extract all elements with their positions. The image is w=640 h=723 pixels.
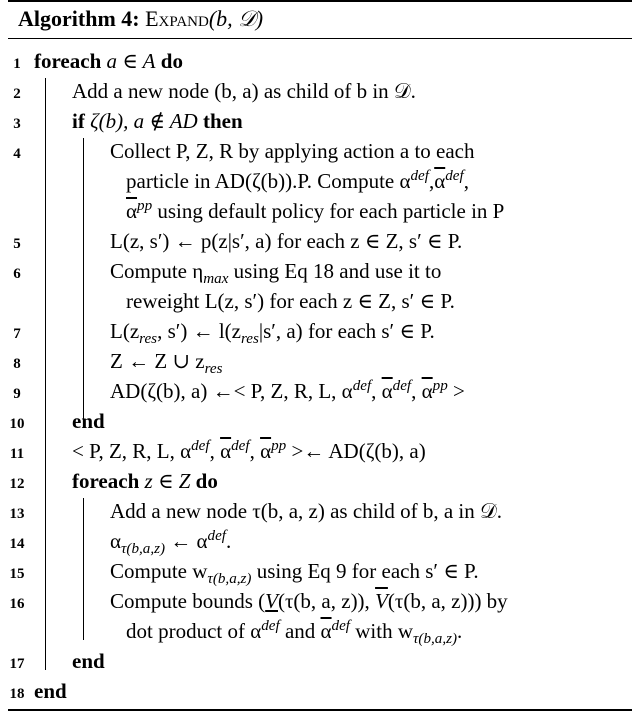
line-number: 5 <box>13 236 21 252</box>
line-12: foreach z ∈ Z do <box>72 469 218 493</box>
bottom-rule <box>8 709 632 711</box>
line-8: Z ← Z ∪ $z_{res}$ <box>110 349 223 378</box>
algorithm-title <box>18 6 263 32</box>
line-6b: reweight L(z, s′) for each z ∈ Z, s′ ∈ P. <box>126 289 455 313</box>
line-number: 15 <box>9 566 25 582</box>
line-number: 18 <box>9 686 25 702</box>
line-number: 14 <box>9 536 25 552</box>
line-number: 11 <box>9 446 25 462</box>
line-3: if ζ(b), a ∉ AD then <box>72 109 243 133</box>
indent-bar <box>83 498 84 640</box>
indent-bar <box>83 138 84 428</box>
line-15: Compute $w_{\tau(b,a,z)}$ using Eq 9 for each s′ ∈ P. <box>110 559 479 588</box>
top-rule <box>8 0 632 2</box>
line-number: 3 <box>13 116 21 132</box>
line-17: end <box>72 649 105 673</box>
line-number: 7 <box>13 326 21 342</box>
line-1: foreach a ∈ A do <box>34 49 183 73</box>
line-9: AD(ζ(b), a) ←< P, Z, R, L, $\alpha^{def}$, $\overline{\alpha}^{def}$, $\overline{\alpha}^{pp}$ > <box>110 378 465 403</box>
line-number: 16 <box>9 596 25 612</box>
line-10: end <box>72 409 105 433</box>
line-number: 1 <box>13 56 21 72</box>
title-rule <box>8 38 632 39</box>
algorithm-name: Expand <box>145 6 209 31</box>
line-4a: Collect P, Z, R by applying action a to each <box>110 139 475 163</box>
algorithm-label: Algorithm 4: <box>18 6 140 31</box>
line-number: 6 <box>13 266 21 282</box>
line-2: Add a new node (b, a) as child of b in 𝒟. <box>72 79 416 103</box>
line-16a: Compute bounds (V(τ(b, a, z)), $\overline{V}(\tau(b$, a, z))) by <box>110 589 508 613</box>
line-14: $\alpha_{\tau(b,a,z)}$ ← $\alpha^{def}$. <box>110 528 232 558</box>
indent-bar <box>45 78 46 670</box>
line-16b: dot product of $\alpha^{def}$ and $\overline{\alpha}^{def}$ with $w_{\tau(b,a,z)}$. <box>126 618 463 648</box>
line-number: 9 <box>13 386 21 402</box>
line-4c: $\overline{\alpha}^{pp}$ using default policy for each particle in P <box>126 198 505 223</box>
line-number: 13 <box>9 506 25 522</box>
line-7: $L(z_{res}$, s′) ← $l(z_{res}|s'$, a) for each s′ ∈ P. <box>110 319 435 348</box>
algorithm-args: (b, 𝒟) <box>208 6 264 31</box>
line-5: L(z, s′) ← p(z|s′, a) for each z ∈ Z, s′ ∈ P. <box>110 229 463 253</box>
line-number: 8 <box>13 356 21 372</box>
line-number: 4 <box>13 146 21 162</box>
line-18: end <box>34 679 67 703</box>
line-number: 12 <box>9 476 25 492</box>
line-number: 17 <box>9 656 25 672</box>
line-13: Add a new node τ(b, a, z) as child of b, a in 𝒟. <box>110 499 502 523</box>
line-4b: particle in AD(ζ(b)).P. Compute $\alpha^{def},\overline{\alpha}^{def}$, <box>126 168 469 193</box>
line-number: 10 <box>9 416 25 432</box>
line-6a: Compute $\eta_{max}$ using Eq 18 and use it to <box>110 259 442 288</box>
algorithm-block <box>8 0 632 723</box>
line-number: 2 <box>13 86 21 102</box>
line-11: < P, Z, R, L, $\alpha^{def}$, $\overline{\alpha}^{def}$, $\overline{\alpha}^{pp}$ >← AD(ζ(b), a) <box>72 438 426 463</box>
